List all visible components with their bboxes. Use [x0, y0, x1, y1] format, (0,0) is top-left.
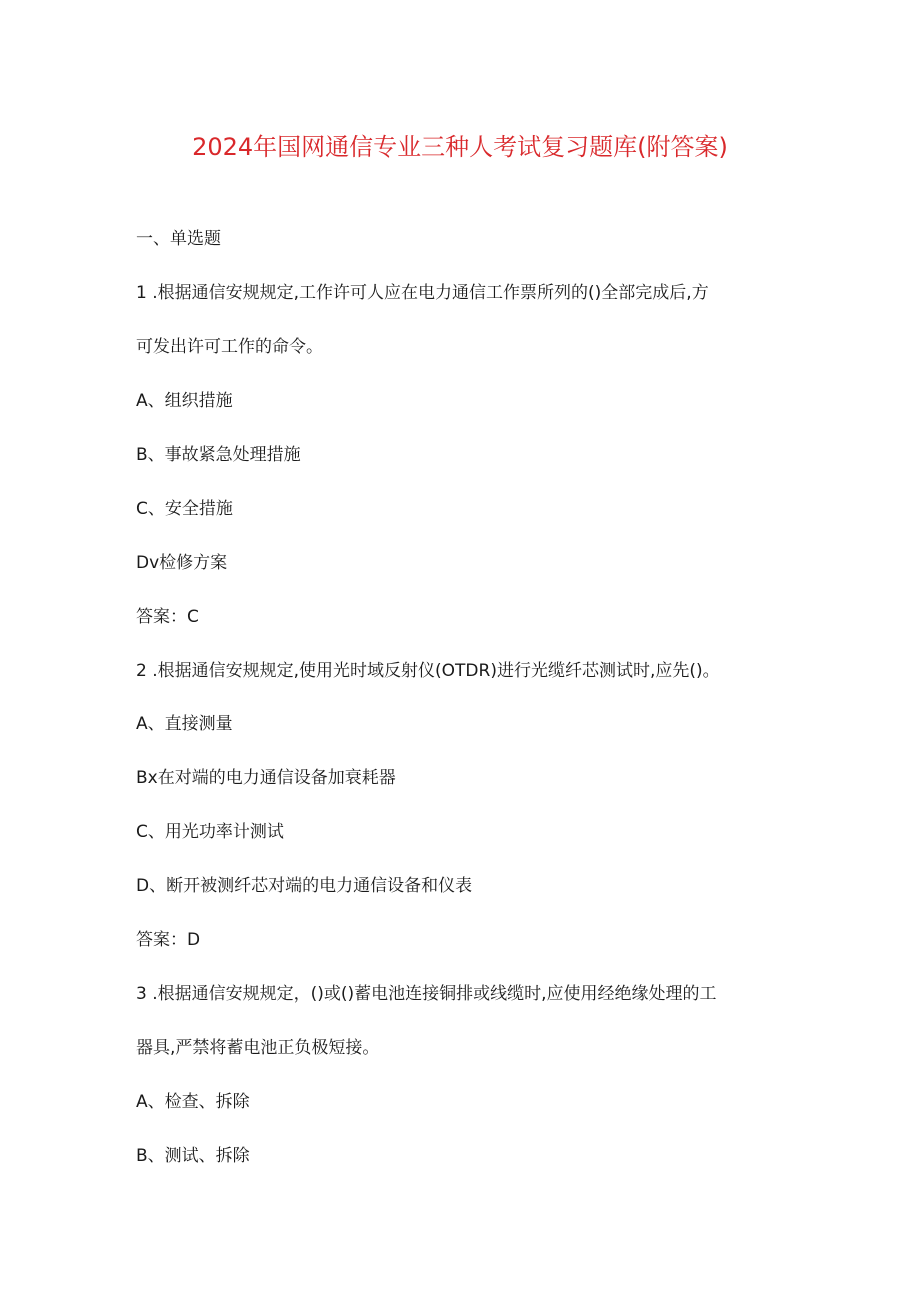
question-3-stem-line-1: 3 .根据通信安规规定，()或()蓄电池连接铜排或线缆时,应使用经绝缘处理的工	[136, 984, 717, 1004]
question-2-option-d: D、断开被测纤芯对端的电力通信设备和仪表	[136, 876, 473, 896]
question-2-answer: 答案：D	[136, 930, 201, 950]
question-1-option-d: Dv检修方案	[136, 553, 228, 573]
question-2-option-b: Bx在对端的电力通信设备加衰耗器	[136, 768, 396, 788]
question-3-stem-line-2: 器具,严禁将蓄电池正负极短接。	[136, 1038, 380, 1058]
question-2-stem-line-1: 2 .根据通信安规规定,使用光时域反射仪(OTDR)进行光缆纤芯测试时,应先()。	[136, 661, 720, 681]
question-1-option-a: A、组织措施	[136, 391, 233, 411]
question-1-answer: 答案：C	[136, 607, 199, 627]
question-1-stem-line-2: 可发出许可工作的命令。	[136, 337, 323, 357]
question-3-option-b: B、测试、拆除	[136, 1146, 250, 1166]
question-1-option-b: B、事故紧急处理措施	[136, 445, 301, 465]
question-1-option-c: C、安全措施	[136, 499, 233, 519]
section-heading: 一、单选题	[136, 229, 221, 249]
document-title: 2024年国网通信专业三种人考试复习题库(附答案)	[192, 133, 728, 161]
question-2-option-a: A、直接测量	[136, 714, 233, 734]
question-1-stem-line-1: 1 .根据通信安规规定,工作许可人应在电力通信工作票所列的()全部完成后,方	[136, 283, 709, 303]
question-2-option-c: C、用光功率计测试	[136, 822, 284, 842]
question-3-option-a: A、检查、拆除	[136, 1092, 250, 1112]
